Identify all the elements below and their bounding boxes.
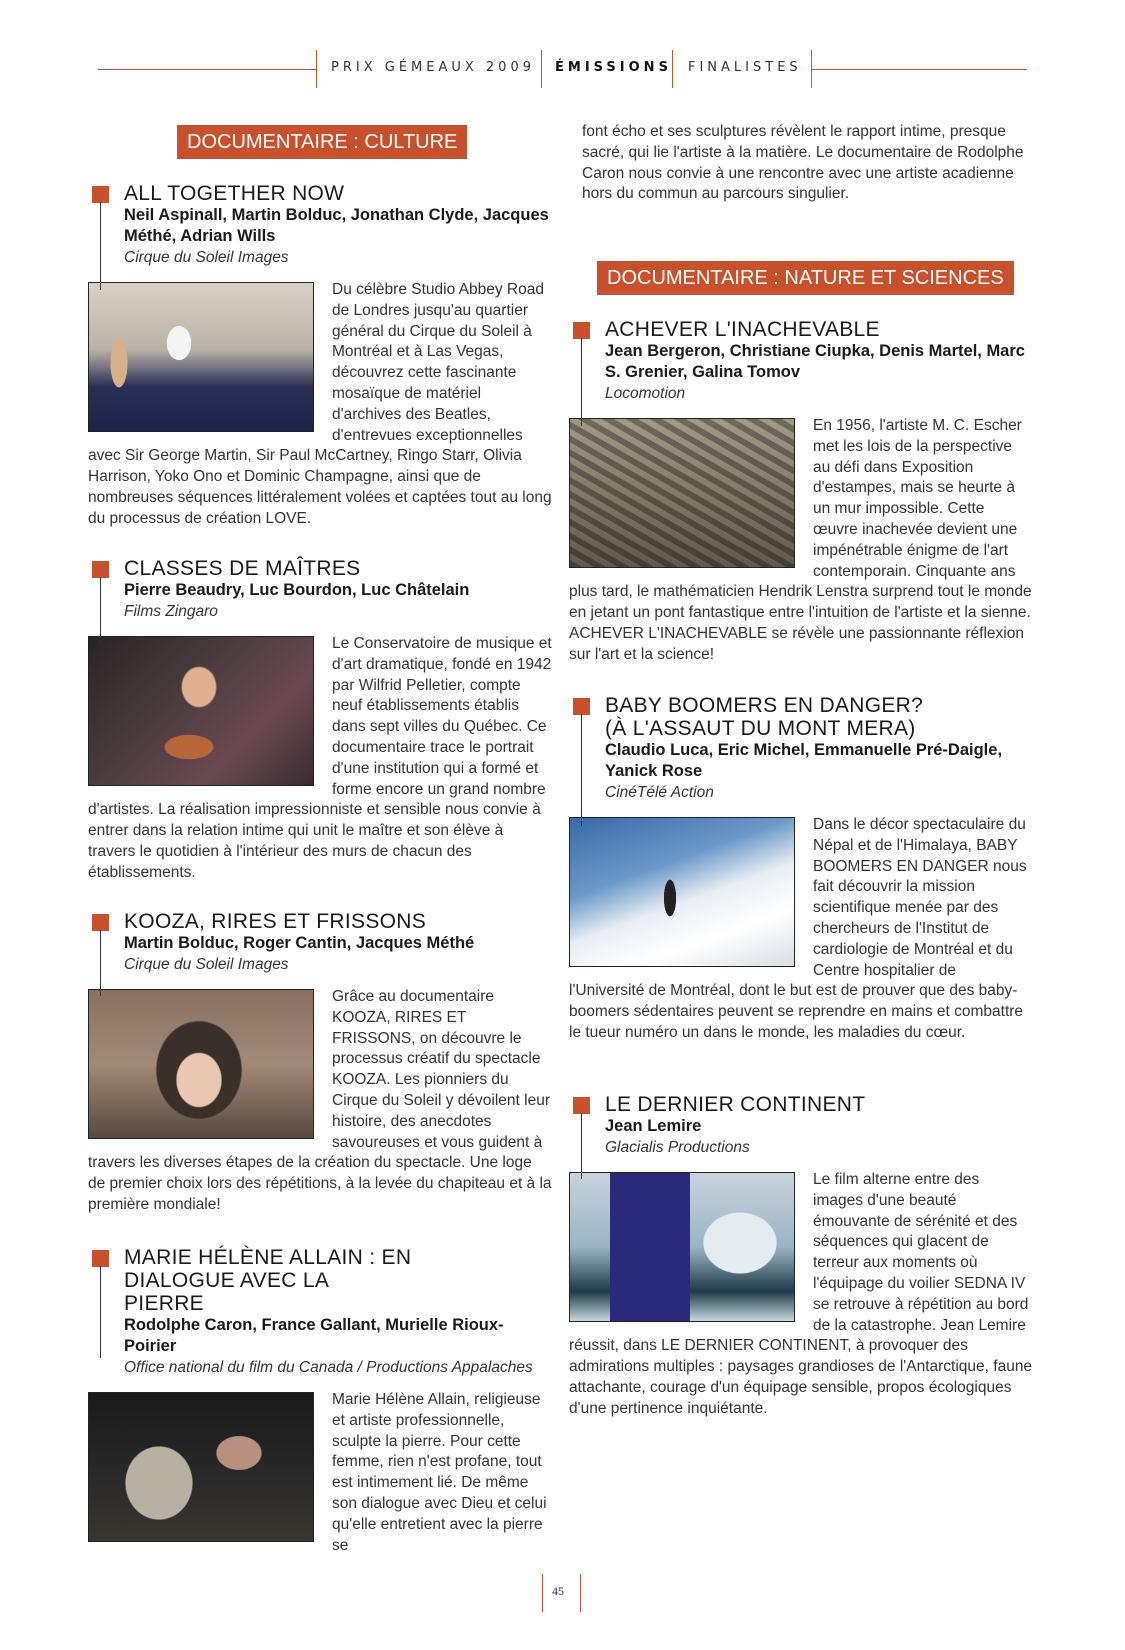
entry-stem bbox=[100, 202, 101, 290]
entry-production: Cirque du Soleil Images bbox=[124, 956, 289, 973]
section-banner-nature-sciences: DOCUMENTAIRE : NATURE ET SCIENCES bbox=[597, 261, 1014, 295]
entry-stem bbox=[100, 930, 101, 996]
page-number: 45 bbox=[552, 1584, 564, 1598]
entry-photo bbox=[569, 817, 795, 967]
entry-kooza bbox=[88, 910, 552, 1216]
footer-divider bbox=[580, 1574, 581, 1612]
entry-production: Office national du film du Canada / Productions Appalaches bbox=[124, 1359, 533, 1376]
entry-production: Films Zingaro bbox=[124, 603, 218, 620]
entry-baby-boomers bbox=[569, 694, 1033, 1044]
entry-marker-icon bbox=[573, 322, 590, 339]
entry-title: BABY BOOMERS EN DANGER? (À L'ASSAUT DU MONT MERA) bbox=[605, 694, 924, 740]
entry-description: Marie Hélène Allain, religieuse et artiste professionnelle, sculpte la pierre. Pour cette femme, rien n'est profane, tout est intimement lié. De même son dialogue avec Dieu et celui qu'elle entretient avec la pierre se bbox=[332, 1391, 547, 1554]
entry-marker-icon bbox=[92, 186, 109, 203]
entry-production: Glacialis Productions bbox=[605, 1139, 750, 1156]
entry-production: CinéTélé Action bbox=[605, 784, 714, 801]
entry-production: Locomotion bbox=[605, 385, 686, 402]
header-section: ÉMISSIONS bbox=[555, 60, 672, 75]
entry-marie-helene-allain bbox=[92, 1246, 552, 1556]
entry-people: Neil Aspinall, Martin Bolduc, Jonathan Clyde, Jacques Méthé, Adrian Wills bbox=[124, 206, 549, 245]
entry-classes-de-maitres bbox=[88, 557, 552, 884]
header-divider bbox=[672, 50, 673, 88]
entry-all-together-now bbox=[88, 182, 552, 530]
entry-description: Grâce au documentaire KOOZA, RIRES ET FRISSONS, on découvre le processus créatif du spectacle KOOZA. Les pionniers du Cirque du Soleil y dévoilent leur histoire, des anecdotes savoureuses et vous guident à travers les diverses étapes de la création du spectacle. Une loge de premier choix lors des répétitions, à la levée du chapiteau et à la première mondiale! bbox=[88, 988, 552, 1213]
entry-description: En 1956, l'artiste M. C. Escher met les lois de la perspective au défi dans Exposition d'estampes, mais se heurte à un mur impossible. Cette œuvre inachevée devient une impénétrable énigme de l'art contemporain. Cinquante ans plus tard, le mathématicien Hendrik Lenstra surprend tout le monde en jetant un pont fantastique entre l'intuition de l'artiste et la sienne. ACHEVER L'INACHEVABLE se révèle une passionnante réflexion sur l'art et la science! bbox=[569, 417, 1032, 663]
entry-continuation: font écho et ses sculptures révèlent le rapport intime, presque sacré, qui lie l'artiste à la matière. Le documentaire de Rodolphe Caron nous convie à une rencontre avec une artiste acadienne hors du commun au parcours singulier. bbox=[582, 123, 1024, 203]
entry-marker-icon bbox=[92, 914, 109, 931]
entry-production: Cirque du Soleil Images bbox=[124, 249, 289, 266]
header-rule-left bbox=[98, 69, 316, 70]
entry-photo bbox=[569, 1172, 795, 1322]
header-category: FINALISTES bbox=[688, 60, 802, 75]
entry-people: Claudio Luca, Eric Michel, Emmanuelle Pré-Daigle, Yanick Rose bbox=[605, 741, 1003, 780]
header-divider bbox=[316, 50, 317, 88]
header-divider bbox=[541, 50, 542, 88]
entry-marker-icon bbox=[92, 1250, 109, 1267]
entry-photo bbox=[88, 636, 314, 786]
entry-achever-l-inachevable bbox=[569, 318, 1033, 666]
entry-people: Rodolphe Caron, France Gallant, Murielle Rioux-Poirier bbox=[124, 1316, 504, 1355]
entry-le-dernier-continent bbox=[569, 1093, 1033, 1420]
entry-stem bbox=[581, 338, 582, 426]
entry-stem bbox=[581, 714, 582, 826]
entry-marker-icon bbox=[573, 698, 590, 715]
entry-stem bbox=[581, 1113, 582, 1179]
section-banner-culture: DOCUMENTAIRE : CULTURE bbox=[177, 125, 467, 159]
entry-title: LE DERNIER CONTINENT bbox=[605, 1093, 866, 1116]
entry-description: Le Conservatoire de musique et d'art dramatique, fondé en 1942 par Wilfrid Pelletier, compte neuf établissements établis dans sept villes du Québec. Ce documentaire trace le portrait d'une institution qui a formé et forme encore un grand nombre d'artistes. La réalisation impressionniste et sensible nous convie à entrer dans la relation intime qui unit le maître et son élève à travers le quotidien à l'intérieur des murs de chacun des établissements. bbox=[88, 635, 552, 881]
entry-description: Du célèbre Studio Abbey Road de Londres jusqu'au quartier général du Cirque du Soleil à Montréal et à Las Vegas, découvrez cette fascinante mosaïque de matériel d'archives des Beatles, d'entrevues exceptionnelles avec Sir George Martin, Sir Paul McCartney, Ringo Starr, Olivia Harrison, Yoko Ono et Dominic Champagne, ainsi que de nombreuses séquences littéralement volées et captées tout au long du processus de création LOVE. bbox=[88, 281, 552, 527]
entry-description: Le film alterne entre des images d'une beauté émouvante de sérénité et des séquences qui glacent de terreur aux moments où l'équipage du voilier SEDNA IV se retrouve à répétition au bord de la catastrophe. Jean Lemire réussit, dans LE DERNIER CONTINENT, à provoquer des admirations multiples : paysages grandioses de l'Antarctique, faune attachante, courage d'un équipage sensible, propos écologiques d'une pertinence inquiétante. bbox=[569, 1171, 1033, 1417]
entry-title: CLASSES DE MAÎTRES bbox=[124, 557, 361, 580]
entry-title: KOOZA, RIRES ET FRISSONS bbox=[124, 910, 427, 933]
entry-photo bbox=[569, 418, 795, 568]
entry-title: ACHEVER L'INACHEVABLE bbox=[605, 318, 880, 341]
footer-divider bbox=[542, 1574, 543, 1612]
header-event: PRIX GÉMEAUX 2009 bbox=[331, 60, 535, 75]
entry-people: Pierre Beaudry, Luc Bourdon, Luc Châtelain bbox=[124, 581, 470, 599]
entry-stem bbox=[100, 1266, 101, 1358]
entry-photo bbox=[88, 282, 314, 432]
entry-title: ALL TOGETHER NOW bbox=[124, 182, 345, 205]
entry-people: Martin Bolduc, Roger Cantin, Jacques Méthé bbox=[124, 934, 475, 952]
entry-marker-icon bbox=[92, 561, 109, 578]
entry-people: Jean Bergeron, Christiane Ciupka, Denis Martel, Marc S. Grenier, Galina Tomov bbox=[605, 342, 1025, 381]
entry-photo bbox=[88, 1392, 314, 1542]
entry-description: Dans le décor spectaculaire du Népal et de l'Himalaya, BABY BOOMERS EN DANGER nous fait découvrir la mission scientifique menée par des chercheurs de l'Institut de cardiologie de Montréal et du Centre hospitalier de l'Université de Montréal, dont le but est de prouver que des baby-boomers sédentaires peuvent se reprendre en mains et combattre le tueur numéro un dans le monde, les maladies du cœur. bbox=[569, 816, 1027, 1041]
entry-title: MARIE HÉLÈNE ALLAIN : EN DIALOGUE AVEC LA PIERRE bbox=[124, 1246, 412, 1315]
entry-people: Jean Lemire bbox=[605, 1117, 702, 1135]
entry-stem bbox=[100, 577, 101, 643]
header-rule-right bbox=[811, 69, 1027, 70]
entry-photo bbox=[88, 989, 314, 1139]
entry-marker-icon bbox=[573, 1097, 590, 1114]
